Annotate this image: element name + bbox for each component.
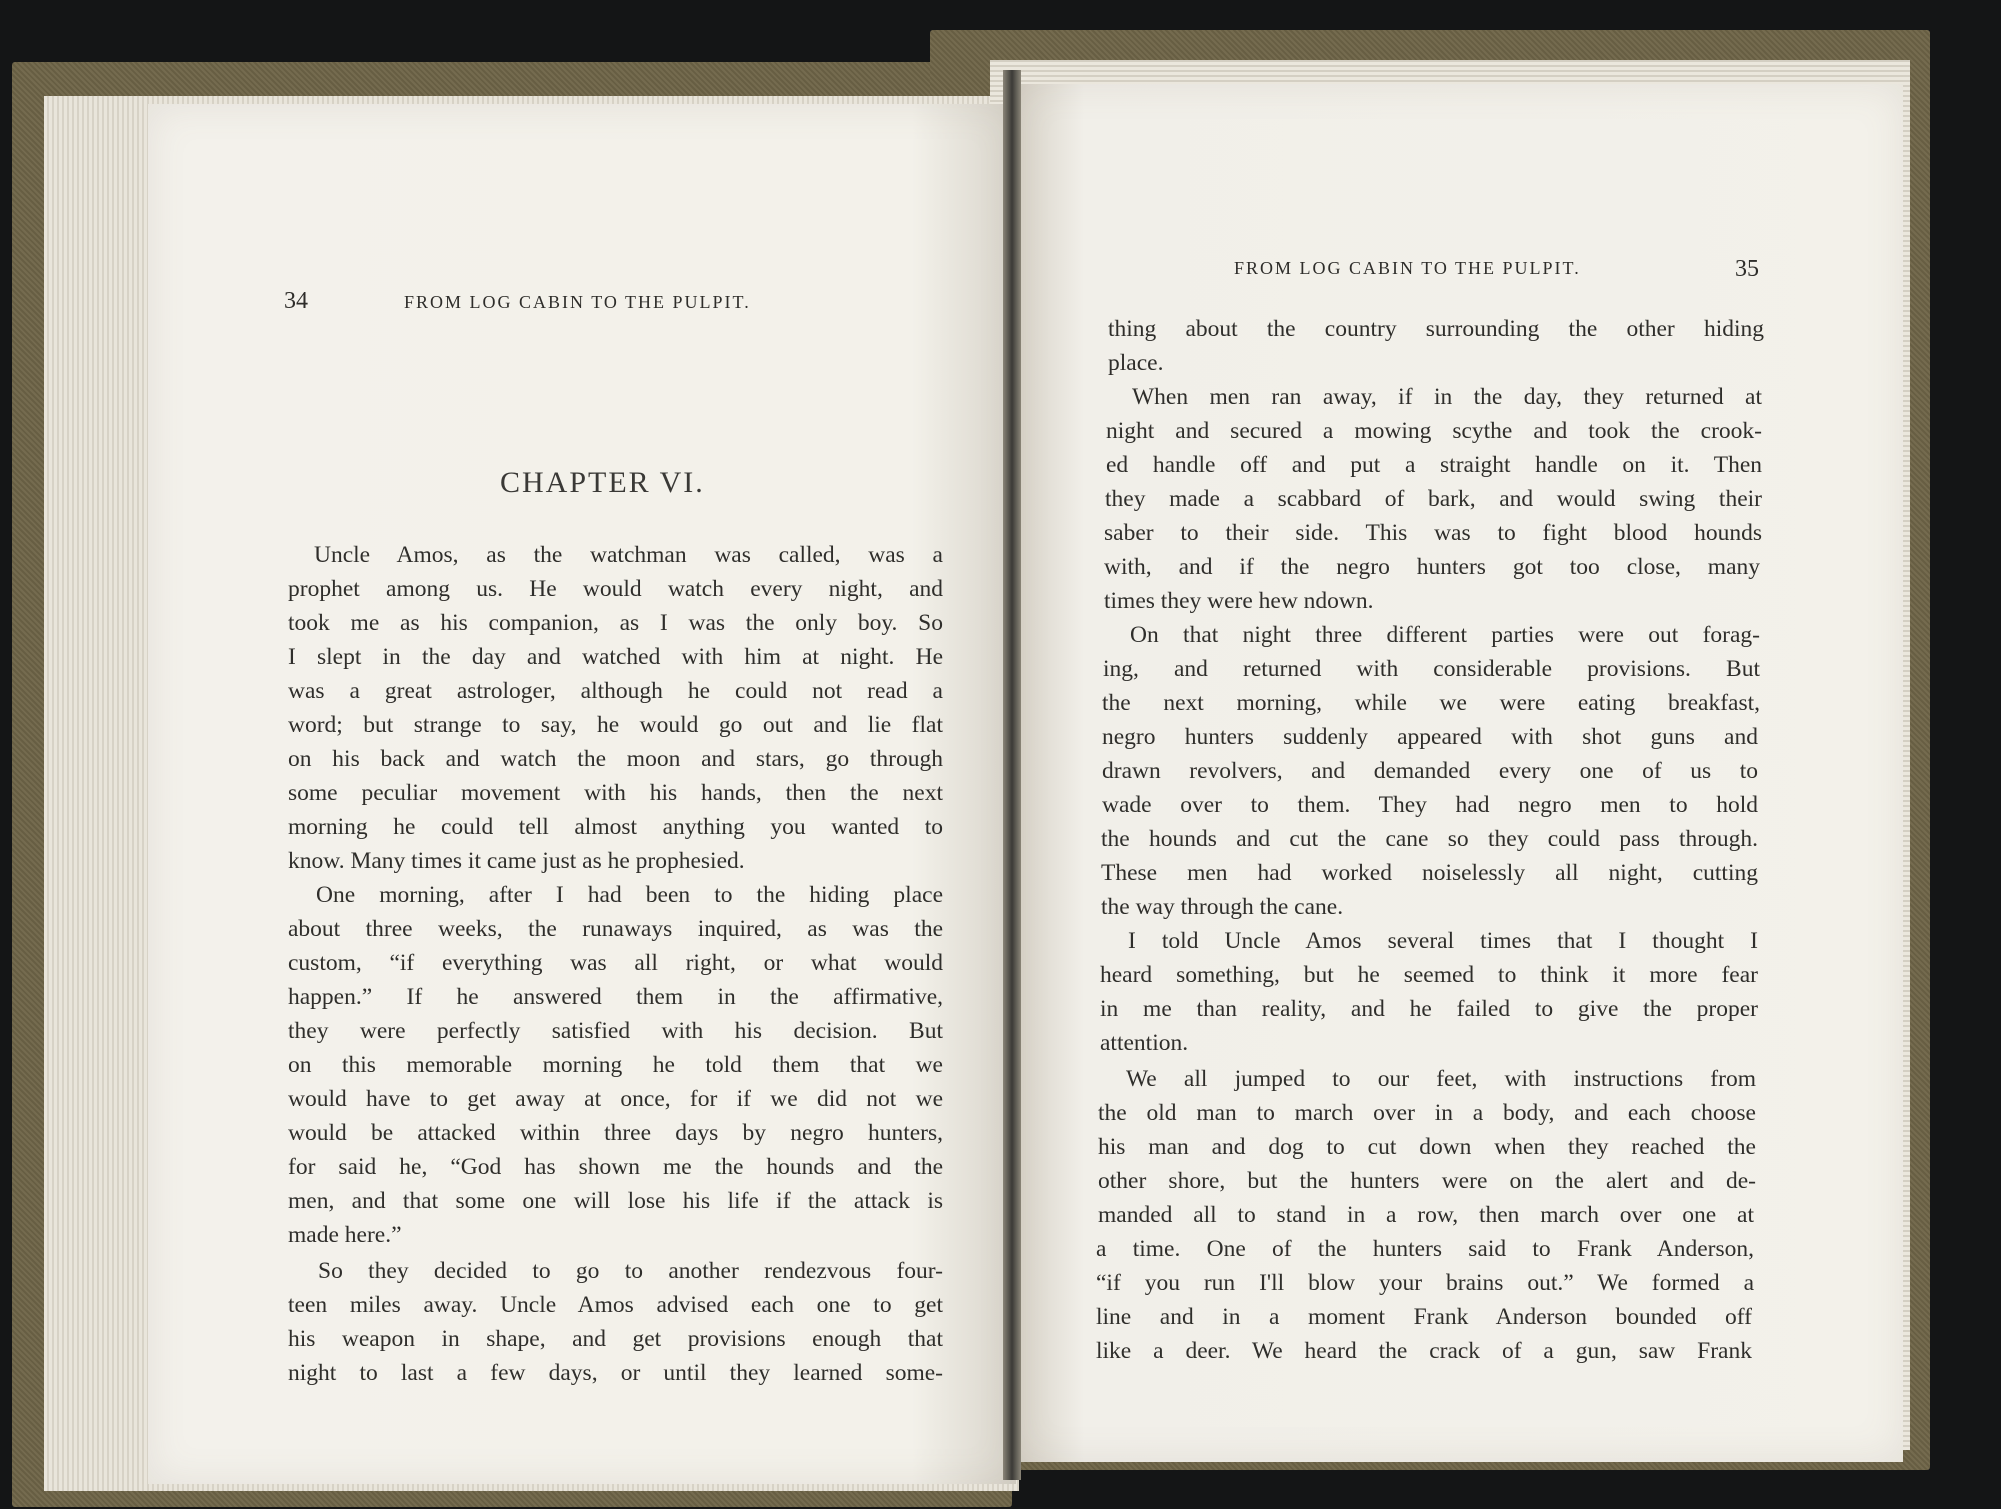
text-line: the next morning, while we were eating breakfast, bbox=[1102, 690, 1760, 716]
text-line: teen miles away. Uncle Amos advised each one to get bbox=[288, 1292, 943, 1318]
text-line: the old man to march over in a body, and each choose bbox=[1098, 1100, 1756, 1126]
text-line: night and secured a mowing scythe and took the crook- bbox=[1106, 418, 1762, 444]
text-line: thing about the country surrounding the other hiding bbox=[1108, 316, 1764, 342]
text-line: I slept in the day and watched with him at night. He bbox=[288, 644, 943, 670]
text-line: they made a scabbard of bark, and would swing their bbox=[1105, 486, 1762, 512]
chapter-title: CHAPTER VI. bbox=[500, 466, 705, 499]
text-line: saber to their side. This was to fight blood hounds bbox=[1104, 520, 1762, 546]
left-page-number: 34 bbox=[284, 288, 308, 314]
text-line: a time. One of the hunters said to Frank Anderson, bbox=[1096, 1236, 1754, 1262]
text-line: On that night three different parties were out forag- bbox=[1130, 622, 1760, 648]
text-line: with, and if the negro hunters got too close, many bbox=[1104, 554, 1760, 580]
text-line: “if you run I'll blow your brains out.” We formed a bbox=[1096, 1270, 1754, 1296]
text-line: his weapon in shape, and get provisions enough that bbox=[288, 1326, 943, 1352]
text-line: One morning, after I had been to the hiding place bbox=[316, 882, 943, 908]
text-line: We all jumped to our feet, with instructions from bbox=[1126, 1066, 1756, 1092]
text-line: know. Many times it came just as he prophesied. bbox=[288, 848, 745, 874]
text-line: morning he could tell almost anything you wanted to bbox=[288, 814, 943, 840]
text-line: place. bbox=[1108, 350, 1164, 376]
text-line: for said he, “God has shown me the hounds and the bbox=[288, 1154, 943, 1180]
text-line: they were perfectly satisfied with his decision. But bbox=[288, 1018, 943, 1044]
text-line: other shore, but the hunters were on the alert and de- bbox=[1098, 1168, 1756, 1194]
text-line: made here.” bbox=[288, 1222, 402, 1248]
text-line: on this memorable morning he told them that we bbox=[288, 1052, 943, 1078]
text-line: drawn revolvers, and demanded every one of us to bbox=[1102, 758, 1758, 784]
text-line: When men ran away, if in the day, they returned at bbox=[1132, 384, 1762, 410]
text-line: Uncle Amos, as the watchman was called, was a bbox=[314, 542, 943, 568]
text-line: These men had worked noiselessly all night, cutting bbox=[1101, 860, 1758, 886]
text-line: was a great astrologer, although he could not read a bbox=[288, 678, 943, 704]
text-line: prophet among us. He would watch every night, and bbox=[288, 576, 943, 602]
text-line: negro hunters suddenly appeared with shot guns and bbox=[1102, 724, 1758, 750]
book-gutter bbox=[1003, 70, 1021, 1480]
text-line: like a deer. We heard the crack of a gun, saw Frank bbox=[1096, 1338, 1752, 1364]
text-line: heard something, but he seemed to think it more fear bbox=[1100, 962, 1758, 988]
text-line: would have to get away at once, for if we did not we bbox=[288, 1086, 943, 1112]
text-line: on his back and watch the moon and stars, go through bbox=[288, 746, 943, 772]
text-line: the hounds and cut the cane so they could pass through. bbox=[1101, 826, 1758, 852]
text-line: night to last a few days, or until they learned some- bbox=[288, 1360, 943, 1386]
text-line: manded all to stand in a row, then march over one at bbox=[1098, 1202, 1754, 1228]
right-running-head: FROM LOG CABIN TO THE PULPIT. bbox=[1234, 258, 1581, 278]
text-line: ing, and returned with considerable provisions. But bbox=[1103, 656, 1760, 682]
text-line: So they decided to go to another rendezvous four- bbox=[318, 1258, 943, 1284]
text-line: I told Uncle Amos several times that I thought I bbox=[1128, 928, 1758, 954]
text-line: in me than reality, and he failed to give the proper bbox=[1100, 996, 1758, 1022]
text-line: happen.” If he answered them in the affirmative, bbox=[288, 984, 943, 1010]
text-line: took me as his companion, as I was the only boy. So bbox=[288, 610, 943, 636]
text-line: would be attacked within three days by negro hunters, bbox=[288, 1120, 943, 1146]
text-line: the way through the cane. bbox=[1101, 894, 1344, 920]
text-line: wade over to them. They had negro men to hold bbox=[1102, 792, 1758, 818]
text-line: about three weeks, the runaways inquired, as was the bbox=[288, 916, 943, 942]
left-running-head: FROM LOG CABIN TO THE PULPIT. bbox=[404, 292, 751, 312]
text-line: attention. bbox=[1100, 1030, 1189, 1056]
text-line: times they were hew ndown. bbox=[1104, 588, 1374, 614]
text-line: custom, “if everything was all right, or what would bbox=[288, 950, 943, 976]
text-line: word; but strange to say, he would go out and lie flat bbox=[288, 712, 943, 738]
text-line: some peculiar movement with his hands, then the next bbox=[288, 780, 943, 806]
text-line: men, and that some one will lose his life if the attack is bbox=[288, 1188, 943, 1214]
right-page-number: 35 bbox=[1735, 256, 1759, 282]
text-line: line and in a moment Frank Anderson bounded off bbox=[1096, 1304, 1752, 1330]
text-line: ed handle off and put a straight handle on it. Then bbox=[1106, 452, 1762, 478]
text-line: his man and dog to cut down when they reached the bbox=[1098, 1134, 1756, 1160]
